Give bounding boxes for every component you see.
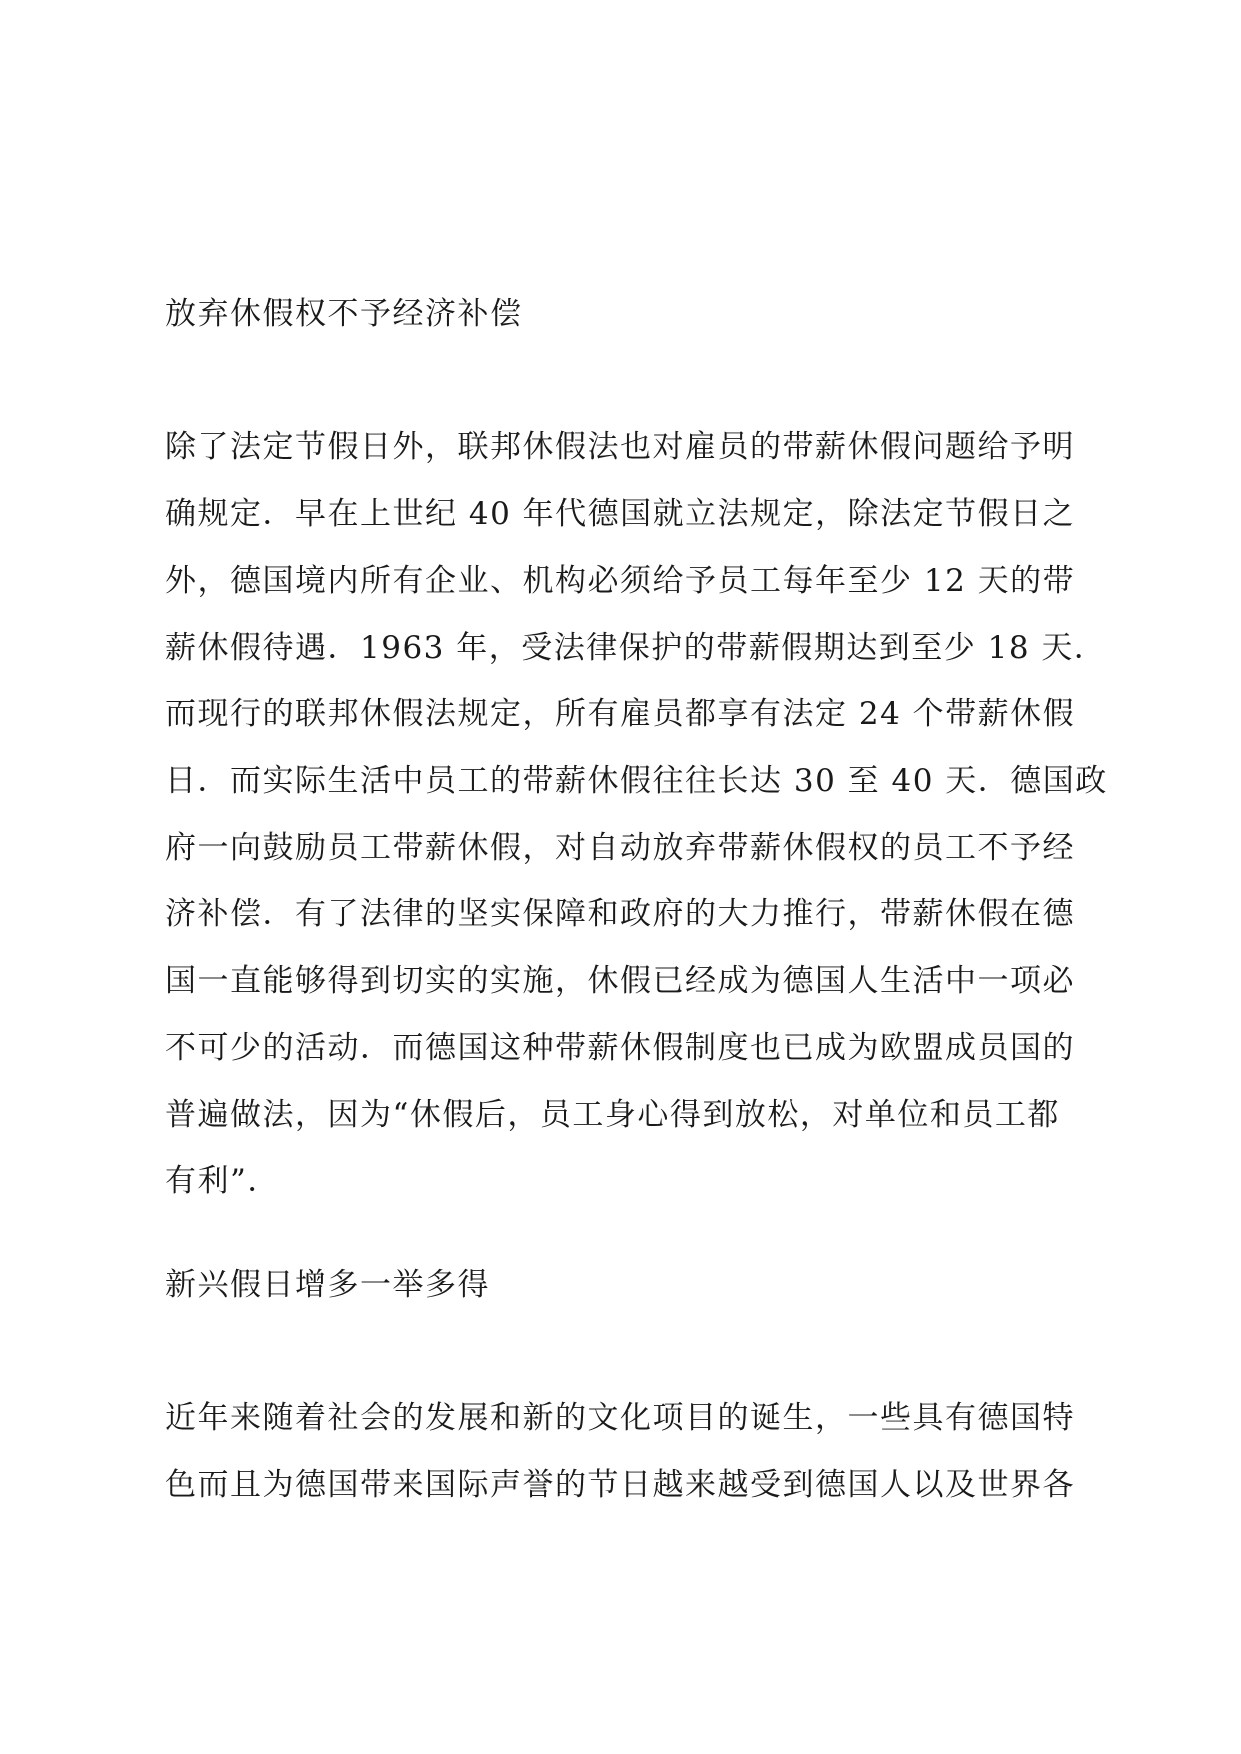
paragraph-line: 近年来随着社会的发展和新的文化项目的诞生，一些具有德国特 (165, 1400, 1075, 1436)
paragraph-line: 府一向鼓励员工带薪休假，对自动放弃带薪休假权的员工不予经 (165, 830, 1075, 866)
paragraph-line: 有利”． (165, 1163, 280, 1199)
paragraph-line: 济补偿．有了法律的坚实保障和政府的大力推行，带薪休假在德 (165, 896, 1075, 932)
section-heading: 放弃休假权不予经济补偿 (165, 296, 523, 332)
paragraph-line: 不可少的活动．而德国这种带薪休假制度也已成为欧盟成员国的 (165, 1030, 1075, 1066)
paragraph-line: 色而且为德国带来国际声誉的节日越来越受到德国人以及世界各 (165, 1467, 1075, 1503)
paragraph-line: 薪休假待遇．1963 年，受法律保护的带薪假期达到至少 18 天． (165, 630, 1107, 666)
paragraph-line: 而现行的联邦休假法规定，所有雇员都享有法定 24 个带薪休假 (165, 696, 1076, 732)
paragraph-line: 除了法定节假日外，联邦休假法也对雇员的带薪休假问题给予明 (165, 429, 1075, 465)
paragraph-line: 普遍做法，因为“休假后，员工身心得到放松，对单位和员工都 (165, 1097, 1060, 1133)
paragraph-line: 日．而实际生活中员工的带薪休假往往长达 30 至 40 天．德国政 (165, 763, 1108, 799)
paragraph-line: 国一直能够得到切实的实施，休假已经成为德国人生活中一项必 (165, 963, 1075, 999)
section-heading: 新兴假日增多一举多得 (165, 1267, 490, 1303)
paragraph-line: 确规定．早在上世纪 40 年代德国就立法规定，除法定节假日之 (165, 496, 1076, 532)
paragraph-line: 外，德国境内所有企业、机构必须给予员工每年至少 12 天的带 (165, 563, 1076, 599)
